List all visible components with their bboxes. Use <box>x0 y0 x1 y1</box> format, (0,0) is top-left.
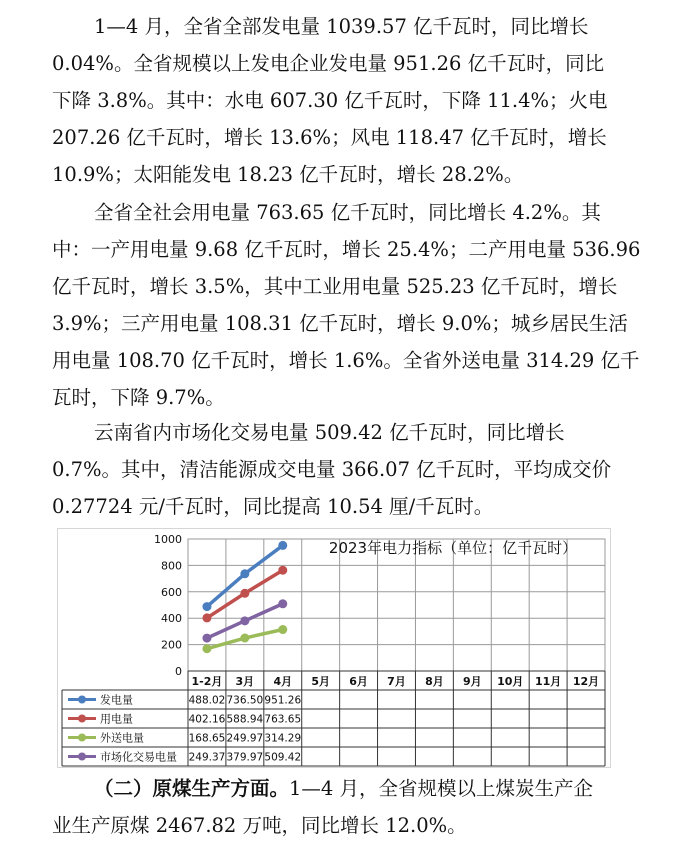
data-point <box>278 625 287 634</box>
data-point <box>278 566 287 575</box>
chart-svg <box>58 529 610 767</box>
y-tick-label: 1000 <box>154 533 182 546</box>
data-label: 249.37 <box>188 751 226 764</box>
data-point <box>278 599 287 608</box>
data-label: 249.97 <box>226 732 264 745</box>
text-line: 下降 3.8%。其中：水电 607.30 亿千瓦时，下降 11.4%；火电 <box>52 89 608 112</box>
data-label: 168.65 <box>188 732 226 745</box>
chart-title: 2023年电力指标（单位：亿千瓦时） <box>328 539 578 557</box>
legend-label: 用电量 <box>100 712 133 726</box>
y-tick-label: 600 <box>161 585 182 599</box>
plot-area <box>188 539 605 671</box>
x-tick-label: 3月 <box>235 675 255 688</box>
paragraph-power-consumption <box>52 194 641 416</box>
text-line: 用电量 108.70 亿千瓦时，增长 1.6%。全省外送电量 314.29 亿千 <box>52 349 640 372</box>
legend-label: 市场化交易电量 <box>100 750 177 764</box>
paragraph-market-trading <box>52 414 612 525</box>
data-point <box>278 541 287 550</box>
x-tick-label: 6月 <box>349 675 368 688</box>
legend-swatch-marker <box>78 734 86 742</box>
text-line: 207.26 亿千瓦时，增长 13.6%；风电 118.47 亿千瓦时，增长 <box>52 126 607 149</box>
section-text: 1—4 月，全省规模以上煤炭生产企 <box>289 777 594 800</box>
data-label: 314.29 <box>264 732 302 745</box>
y-tick-label: 400 <box>161 612 182 626</box>
text-line: 0.27724 元/千瓦时，同比提高 10.54 厘/千瓦时。 <box>52 495 494 518</box>
x-tick-label: 11月 <box>534 675 562 688</box>
data-label: 509.42 <box>264 751 302 764</box>
text-line: 0.7%。其中，清洁能源成交电量 366.07 亿千瓦时，平均成交价 <box>52 458 612 481</box>
data-point <box>240 634 249 643</box>
data-label: 763.65 <box>264 713 302 726</box>
x-tick-label: 1-2月 <box>191 675 223 688</box>
x-tick-label: 9月 <box>462 675 482 688</box>
text-line: 云南省内市场化交易电量 509.42 亿千瓦时，同比增长 <box>94 421 565 444</box>
x-tick-label: 8月 <box>425 675 444 688</box>
data-label: 736.50 <box>226 694 264 707</box>
data-point <box>240 569 249 578</box>
data-label: 588.94 <box>226 713 264 726</box>
data-point <box>202 644 211 653</box>
data-label: 379.97 <box>226 751 264 764</box>
data-point <box>202 613 211 622</box>
data-label: 951.26 <box>264 694 302 707</box>
text-line: 中：一产用电量 9.68 亿千瓦时，增长 25.4%；二产用电量 536.96 <box>52 238 641 261</box>
text-line: 10.9%；太阳能发电 18.23 亿千瓦时，增长 28.2%。 <box>52 163 524 186</box>
paragraph-power-generation <box>52 8 608 193</box>
y-tick-label: 800 <box>161 559 182 573</box>
text-line: 0.04%。全省规模以上发电企业发电量 951.26 亿千瓦时，同比 <box>52 52 605 75</box>
y-tick-label: 200 <box>161 638 182 652</box>
text-line: 亿千瓦时，增长 3.5%，其中工业用电量 525.23 亿千瓦时，增长 <box>52 275 618 298</box>
legend-label: 发电量 <box>100 693 133 707</box>
x-tick-label: 10月 <box>497 675 524 688</box>
data-point <box>240 616 249 625</box>
legend-swatch-marker <box>78 696 86 704</box>
y-tick-label: 0 <box>175 665 182 678</box>
power-indicator-chart <box>57 528 611 768</box>
data-point <box>202 602 211 611</box>
legend-swatch-marker <box>78 753 86 761</box>
data-label: 488.02 <box>188 694 226 707</box>
legend-swatch-marker <box>78 715 86 723</box>
data-point <box>202 634 211 643</box>
text-line: 1—4 月，全省全部发电量 1039.57 亿千瓦时，同比增长 <box>94 15 589 38</box>
x-tick-label: 7月 <box>387 675 406 688</box>
x-tick-label: 12月 <box>572 675 600 688</box>
text-line <box>52 770 604 807</box>
text-line: 3.9%；三产用电量 108.31 亿千瓦时，增长 9.0%；城乡居民生活 <box>52 312 628 335</box>
x-tick-label: 4月 <box>273 675 293 688</box>
data-point <box>240 589 249 598</box>
text-line: 瓦时，下降 9.7%。 <box>52 386 225 409</box>
paragraph-coal-production <box>52 770 604 844</box>
section-heading: （二）原煤生产方面。 <box>94 777 290 800</box>
text-line: 业生产原煤 2467.82 万吨，同比增长 12.0%。 <box>52 814 467 837</box>
x-tick-label: 5月 <box>311 675 331 688</box>
text-line: 全省全社会用电量 763.65 亿千瓦时，同比增长 4.2%。其 <box>94 201 601 224</box>
legend-label: 外送电量 <box>100 731 144 745</box>
data-label: 402.16 <box>188 713 226 726</box>
